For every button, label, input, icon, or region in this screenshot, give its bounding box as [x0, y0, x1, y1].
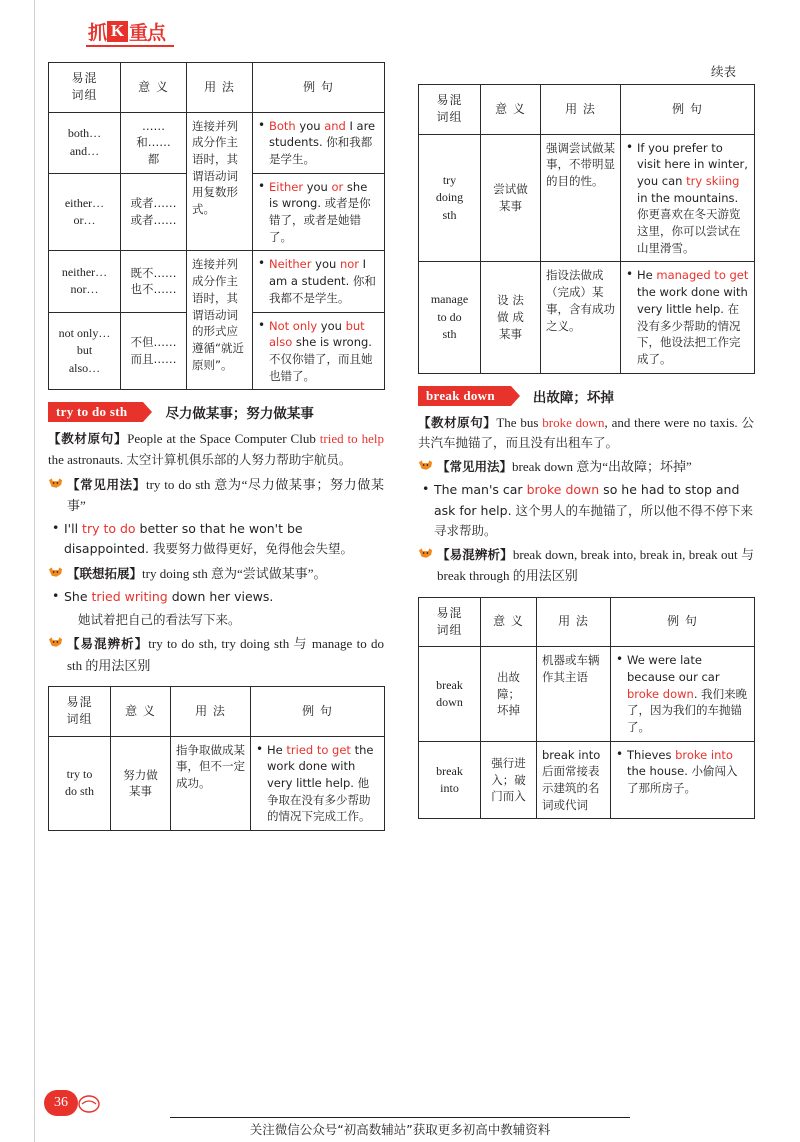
cell-usage: 连接并列成分作主语时，其谓语动词用复数形式。 [187, 112, 253, 251]
cell-phrase: try doing sth [419, 134, 481, 262]
conjunction-pairs-table [48, 62, 385, 390]
left-column [48, 62, 384, 831]
table-header-row [419, 597, 755, 647]
try-manage-comparison-table-continued [418, 84, 755, 374]
comparison-break: 【易混辨析】break down, break into, break in, break out 与 break through 的用法区别 [418, 544, 754, 587]
cell-meaning: 或者…… 或者…… [121, 173, 187, 251]
logo-text-left: 抓 [88, 21, 107, 44]
continued-table-label: 续表 [710, 64, 736, 79]
logo-text-right: 重点 [129, 21, 166, 44]
cell-usage: 强调尝试做某事，不带明显的目的性。 [541, 134, 621, 262]
cell-usage: 指设法做成（完成）某事，含有成功之义。 [541, 262, 621, 373]
cell-meaning: ……和…… 都 [121, 112, 187, 173]
table-row [419, 262, 755, 373]
logo-underline [86, 45, 174, 47]
cell-meaning: 既不…… 也不…… [121, 251, 187, 312]
th-meaning: 意 义 [111, 686, 171, 736]
extension-example-translation: 她试着把自己的看法写下来。 [78, 612, 241, 628]
extension-example-try: • She tried writing down her views. [48, 587, 384, 607]
cell-example: • Either you or she is wrong. 或者是你错了，或者是她错了。 [253, 173, 385, 251]
cell-meaning: 努力做 某事 [111, 736, 171, 830]
th-meaning: 意 义 [481, 597, 537, 647]
page-ornament-icon [78, 1094, 100, 1114]
cell-phrase: break into [419, 741, 481, 819]
table-row [419, 741, 755, 819]
section-pill-label: try to do sth [48, 402, 143, 422]
table-header-row [49, 686, 385, 736]
table-header-row [49, 63, 385, 113]
cell-example: • He tried to get the work done with very little help. 他争取在没有多少帮助的情况下完成工作。 [251, 736, 385, 830]
th-phrase: 易混 词组 [419, 597, 481, 647]
table-header-row [419, 85, 755, 135]
footer-divider [170, 1117, 630, 1118]
cell-example: • We were late because our car broke down. 我们来晚了，因为我们的车抛锚了。 [611, 647, 755, 741]
cell-meaning: 设 法 做 成 某事 [481, 262, 541, 373]
fox-icon [48, 477, 63, 489]
section-heading-break [418, 386, 754, 406]
cell-meaning: 不但…… 而且…… [121, 312, 187, 390]
th-phrase: 易混 词组 [419, 85, 481, 135]
table-row [49, 251, 385, 312]
cell-usage: 机器或车辆作其主语 [537, 647, 611, 741]
th-example: 例 句 [621, 85, 755, 135]
page-edge-rule [34, 0, 35, 1142]
try-manage-comparison-table [48, 686, 385, 831]
cell-phrase: not only… but also… [49, 312, 121, 390]
th-example: 例 句 [253, 63, 385, 113]
fox-icon [418, 459, 433, 471]
cell-usage: 连接并列成分作主语时，其谓语动词的形式应遵循“就近原则”。 [187, 251, 253, 390]
th-example: 例 句 [251, 686, 385, 736]
th-usage: 用 法 [171, 686, 251, 736]
cell-meaning: 强行进 入；破 门而入 [481, 741, 537, 819]
fox-icon [48, 566, 63, 578]
comparison-try: 【易混辨析】try to do sth, try doing sth 与 manage to do sth 的用法区别 [48, 633, 384, 676]
th-usage: 用 法 [537, 597, 611, 647]
table-row [49, 112, 385, 173]
th-example: 例 句 [611, 597, 755, 647]
logo-k-badge: K [107, 21, 128, 42]
extension-try: 【联想拓展】try doing sth 意为“尝试做某事”。 [48, 563, 384, 584]
right-column [418, 62, 754, 819]
textbook-origin-break: 【教材原句】The bus broke down, and there were no taxis. 公共汽车抛锚了，而且没有出租车了。 [418, 414, 754, 450]
th-usage: 用 法 [187, 63, 253, 113]
brand-logo [88, 16, 165, 46]
fox-icon [418, 547, 433, 559]
usage-example-try: • I'll try to do better so that he won't be disappointed. 我要努力做得更好，免得他会失望。 [48, 519, 384, 560]
cell-meaning: 尝试做 某事 [481, 134, 541, 262]
table-row [49, 736, 385, 830]
table-row [419, 134, 755, 262]
cell-phrase: try to do sth [49, 736, 111, 830]
section-pill-meaning: 出故障；坏掉 [532, 389, 614, 406]
textbook-origin-try: 【教材原句】People at the Space Computer Club tried to help the astronauts. 太空计算机俱乐部的人努力帮助宇航员。 [48, 431, 384, 468]
cell-example: • Both you and I are students. 你和我都是学生。 [253, 112, 385, 173]
cell-phrase: break down [419, 647, 481, 741]
section-heading-try [48, 402, 384, 422]
cell-example: • Neither you nor I am a student. 你和我都不是学生。 [253, 251, 385, 312]
common-usage-break: 【常见用法】break down 意为“出故障；坏掉” [418, 456, 754, 477]
th-phrase: 易混 词组 [49, 686, 111, 736]
th-meaning: 意 义 [481, 85, 541, 135]
th-phrase: 易混 词组 [49, 63, 121, 113]
th-usage: 用 法 [541, 85, 621, 135]
usage-example-break: • The man's car broke down so he had to stop and ask for help. 这个男人的车抛锚了，所以他不得不停下来寻求帮助。 [418, 480, 754, 541]
cell-phrase: neither… nor… [49, 251, 121, 312]
cell-example: • If you prefer to visit here in winter, you can try skiing in the mountains. 你更喜欢在冬天游览这里，你可以尝试在山里滑雪。 [621, 134, 755, 262]
cell-usage: break into 后面常接表示建筑的名词或代词 [537, 741, 611, 819]
cell-example: • Not only you but also she is wrong. 不仅你错了，而且她也错了。 [253, 312, 385, 390]
cell-phrase: either… or… [49, 173, 121, 251]
cell-phrase: both… and… [49, 112, 121, 173]
section-pill-label: break down [418, 386, 511, 406]
table-row [419, 647, 755, 741]
break-phrases-comparison-table [418, 597, 755, 820]
fox-icon [48, 636, 63, 648]
th-meaning: 意 义 [121, 63, 187, 113]
cell-usage: 指争取做成某事，但不一定成功。 [171, 736, 251, 830]
cell-phrase: manage to do sth [419, 262, 481, 373]
cell-meaning: 出故障； 坏掉 [481, 647, 537, 741]
common-usage-try: 【常见用法】try to do sth 意为“尽力做某事；努力做某事” [48, 474, 384, 517]
cell-example: • Thieves broke into the house. 小偷闯入了那所房子。 [611, 741, 755, 819]
page-number: 36 [44, 1090, 78, 1116]
section-pill-meaning: 尽力做某事；努力做某事 [165, 406, 314, 423]
cell-example: • He managed to get the work done with very little help. 在没有多少帮助的情况下，他设法把工作完成了。 [621, 262, 755, 373]
footer-note: 关注微信公众号“初高数辅站”获取更多初高中教辅资料 [249, 1122, 551, 1137]
